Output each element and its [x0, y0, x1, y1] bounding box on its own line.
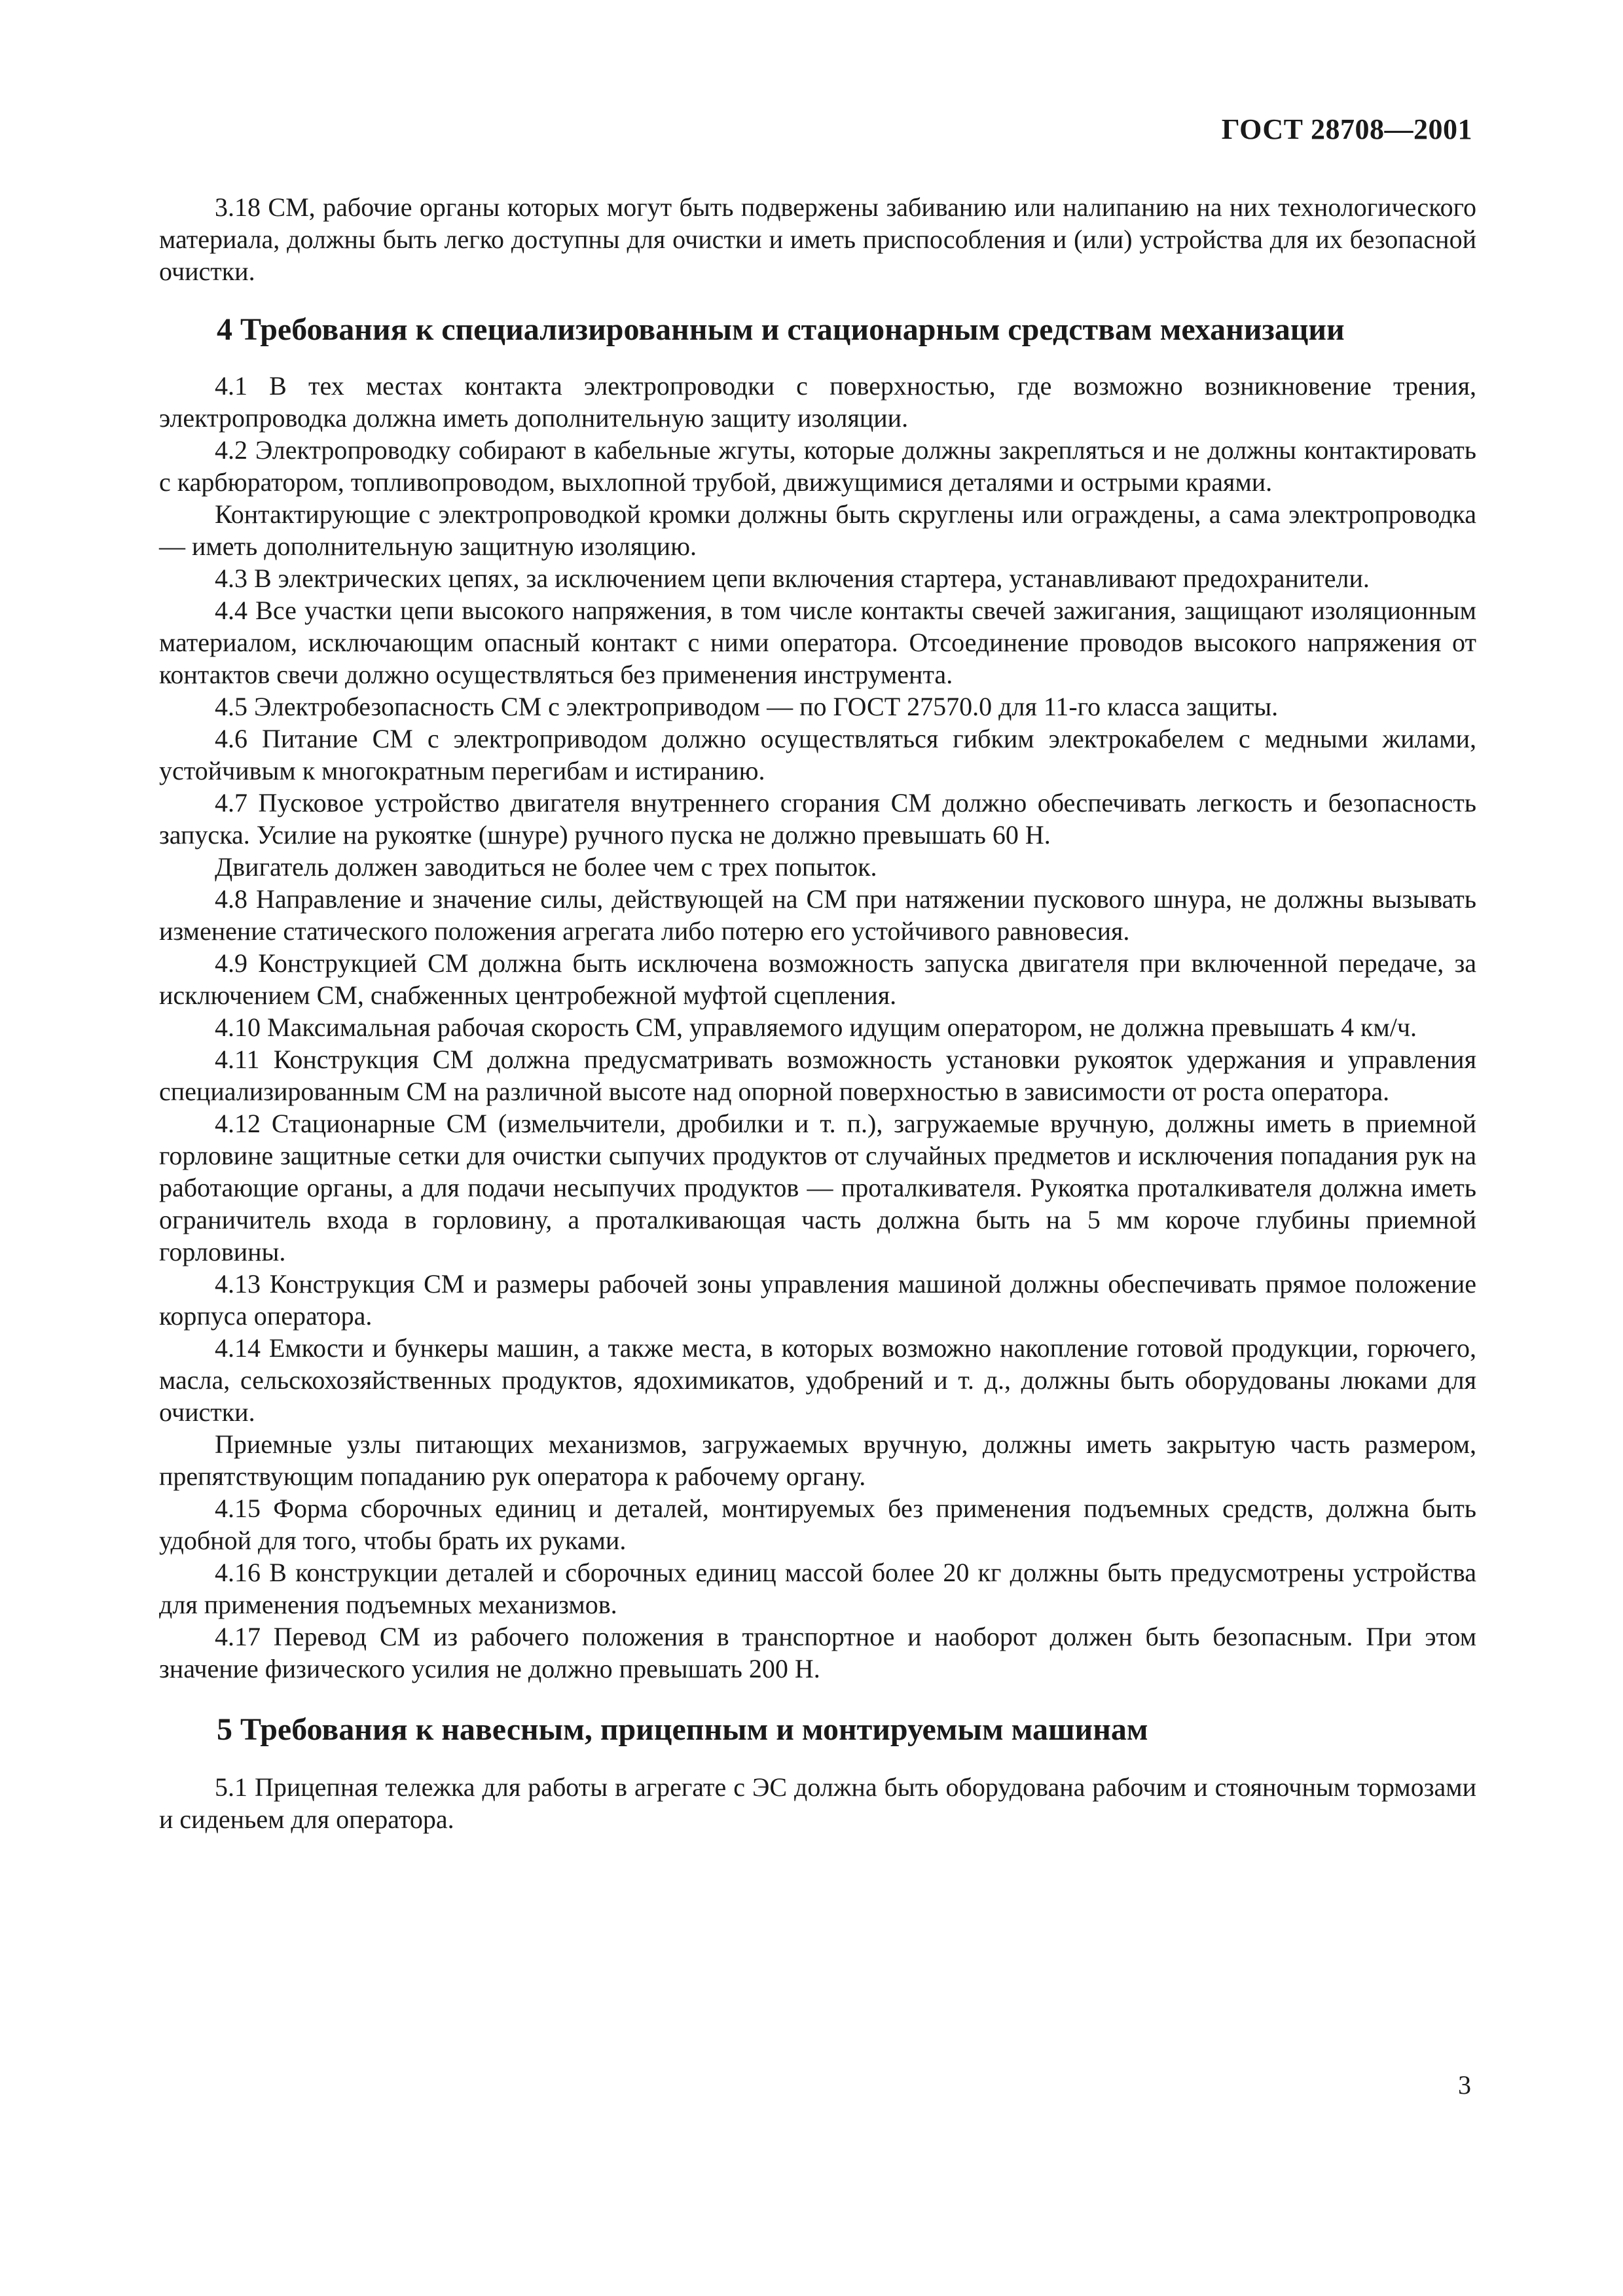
clause-4-16: 4.16 В конструкции деталей и сборочных единиц массой более 20 кг должны быть предусмотрены устройства для применения подъемных механизмов.: [159, 1558, 1476, 1619]
clause-3-18: 3.18 СМ, рабочие органы которых могут быть подвержены забиванию или налипанию на них технологического материала, должны быть легко доступны для очистки и иметь приспособления и (или) устройства для их безопасной очистки.: [159, 192, 1476, 286]
standard-designation-header: ГОСТ 28708—2001: [1221, 113, 1472, 145]
clause-4-13: 4.13 Конструкция СМ и размеры рабочей зоны управления машиной должны обеспечивать прямое положение корпуса оператора.: [159, 1269, 1476, 1331]
clause-4-15: 4.15 Форма сборочных единиц и деталей, монтируемых без применения подъемных средств, должна быть удобной для того, чтобы брать их руками.: [159, 1494, 1476, 1555]
clause-4-2: 4.2 Электропроводку собирают в кабельные жгуты, которые должны закрепляться и не должны контактировать с карбюратором, топливопроводом, выхлопной трубой, движущимися деталями и острыми краями.: [159, 435, 1476, 497]
clause-4-11: 4.11 Конструкция СМ должна предусматривать возможность установки рукояток удержания и управления специализированным СМ на различной высоте над опорной поверхностью в зависимости от роста оператора.: [159, 1045, 1476, 1106]
section-4-heading: 4 Требования к специализированным и стационарным средствам механизации: [217, 312, 1345, 347]
clause-4-12: 4.12 Стационарные СМ (измельчители, дробилки и т. п.), загружаемые вручную, должны иметь в приемной горловине защитные сетки для очистки сыпучих продуктов от случайных предметов и исключения попадания рук на работающие органы, а для подачи несыпучих продуктов — проталкивателя. Рукоятка проталкивателя должна иметь ограничитель входа в горловину, а проталкивающая часть должна быть на 5 мм короче глубины приемной горловины.: [159, 1109, 1476, 1266]
clause-4-3: 4.3 В электрических цепях, за исключением цепи включения стартера, устанавливают предохранители.: [215, 564, 1370, 593]
section-4-body: [159, 370, 1476, 1685]
clause-4-8: 4.8 Направление и значение силы, действующей на СМ при натяжении пускового шнура, не должны вызывать изменение статического положения агрегата либо потерю его устойчивого равновесия.: [159, 884, 1476, 946]
clause-4-7-continued: Двигатель должен заводиться не более чем с трех попыток.: [215, 852, 877, 882]
clause-4-4: 4.4 Все участки цепи высокого напряжения, в том числе контакты свечей зажигания, защищают изоляционным материалом, исключающим опасный контакт с ними оператора. Отсоединение проводов высокого напряжения от контактов свечи должно осуществляться без применения инструмента.: [159, 596, 1476, 689]
document-body: [159, 191, 1476, 1835]
clause-4-5: 4.5 Электробезопасность СМ с электроприводом — по ГОСТ 27570.0 для 11-го класса защиты.: [215, 692, 1279, 721]
section-5-body: [159, 1771, 1476, 1835]
clause-4-9: 4.9 Конструкцией СМ должна быть исключена возможность запуска двигателя при включенной передаче, за исключением СМ, снабженных центробежной муфтой сцепления.: [159, 948, 1476, 1010]
clause-4-10: 4.10 Максимальная рабочая скорость СМ, управляемого идущим оператором, не должна превышать 4 км/ч.: [215, 1013, 1417, 1042]
clause-4-14: 4.14 Емкости и бункеры машин, а также места, в которых возможно накопление готовой продукции, горючего, масла, сельскохозяйственных продуктов, ядохимикатов, удобрений и т. д., должны быть оборудованы люками для очистки.: [159, 1333, 1476, 1427]
clause-4-2-continued: Контактирующие с электропроводкой кромки должны быть скруглены или ограждены, а сама электропроводка — иметь дополнительную защитную изоляцию.: [159, 499, 1476, 561]
page-number: 3: [1458, 2070, 1471, 2100]
clause-4-7: 4.7 Пусковое устройство двигателя внутреннего сгорания СМ должно обеспечивать легкость и безопасность запуска. Усилие на рукоятке (шнуре) ручного пуска не должно превышать 60 Н.: [159, 788, 1476, 850]
clause-4-6: 4.6 Питание СМ с электроприводом должно осуществляться гибким электрокабелем с медными жилами, устойчивым к многократным перегибам и истиранию.: [159, 724, 1476, 785]
clause-4-1: 4.1 В тех местах контакта электропроводки с поверхностью, где возможно возникновение трения, электропроводка должна иметь дополнительную защиту изоляции.: [159, 371, 1476, 433]
clause-4-17: 4.17 Перевод СМ из рабочего положения в транспортное и наоборот должен быть безопасным. При этом значение физического усилия не должно превышать 200 Н.: [159, 1622, 1476, 1683]
section-5-heading: 5 Требования к навесным, прицепным и монтируемым машинам: [217, 1712, 1148, 1747]
clause-5-1: 5.1 Прицепная тележка для работы в агрегате с ЭС должна быть оборудована рабочим и стояночным тормозами и сиденьем для оператора.: [159, 1772, 1476, 1834]
clause-4-14-continued: Приемные узлы питающих механизмов, загружаемых вручную, должны иметь закрытую часть размером, препятствующим попаданию рук оператора к рабочему органу.: [159, 1429, 1476, 1491]
